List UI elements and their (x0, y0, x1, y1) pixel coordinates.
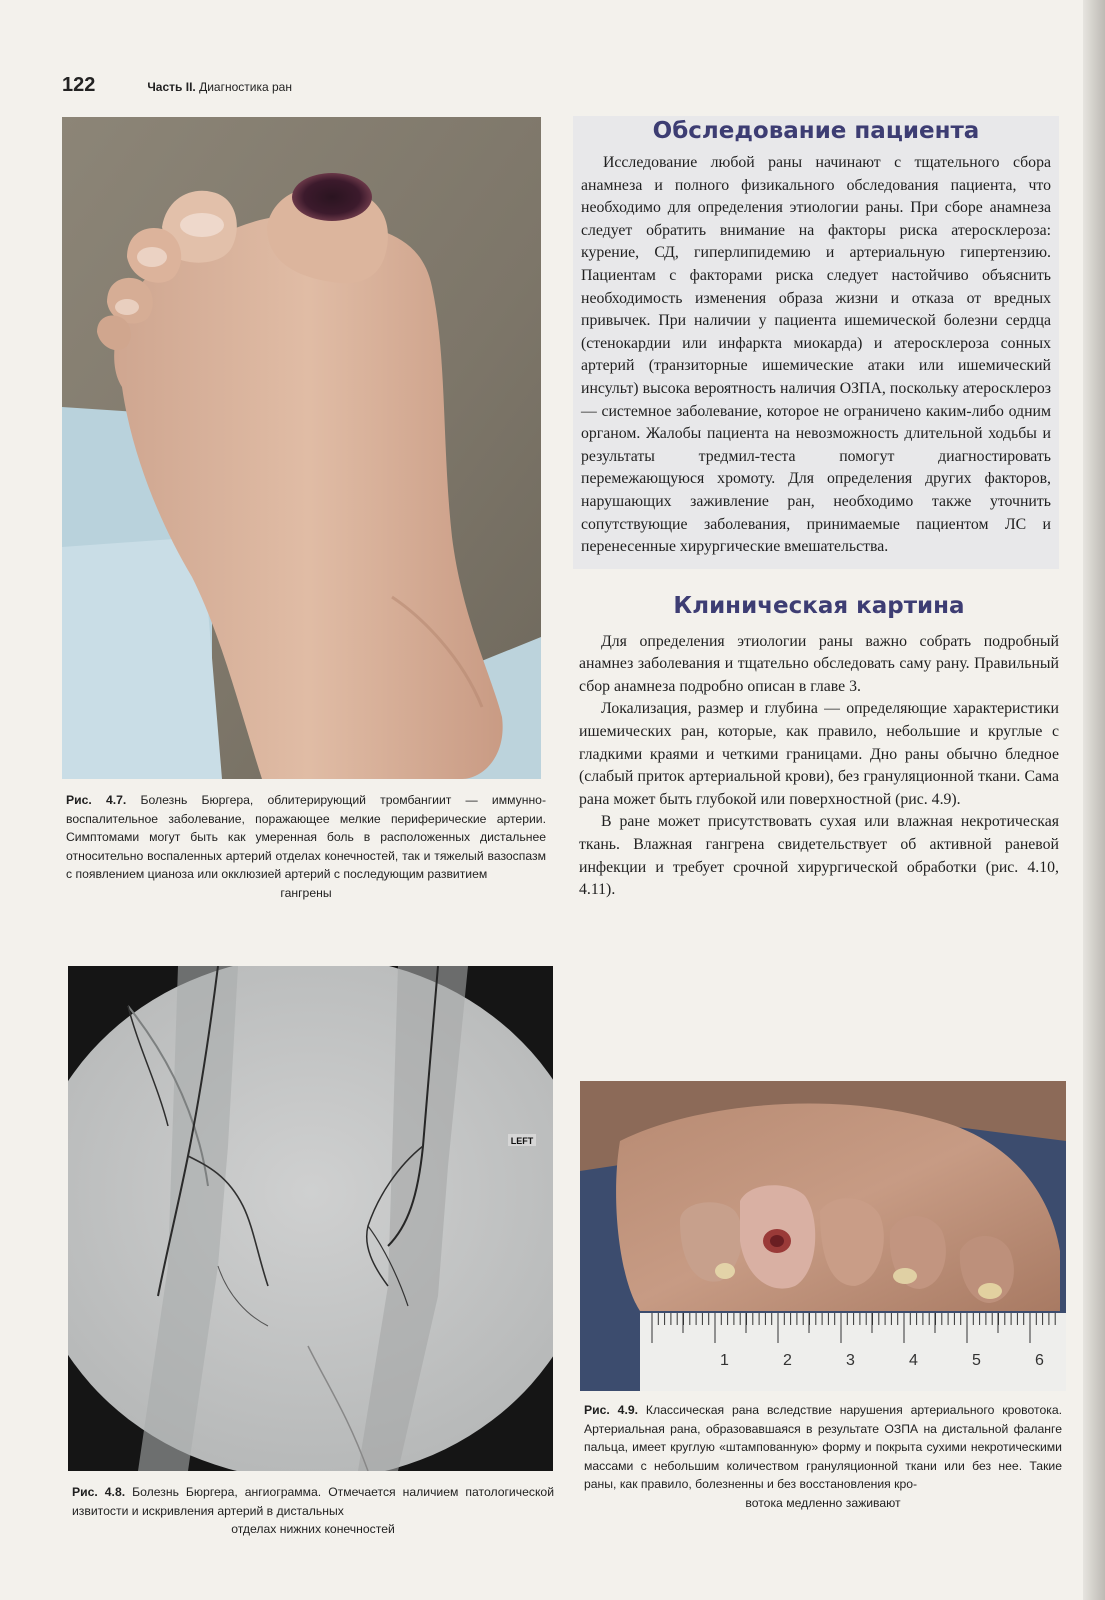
section-heading: Клиническая картина (673, 592, 965, 619)
paragraph: Для определения этиологии раны важно собрать подробный анамнез заболевания и тщательно обследовать саму рану. Правильный сбор анамнеза подробно описан в главе 3. (579, 632, 1059, 695)
figure-4-9-wound-photo (580, 1081, 1066, 1391)
ruler-number: 5 (972, 1352, 981, 1369)
paragraph: Исследование любой раны начинают с тщательного сбора анамнеза и полного физикального обследования пациента, что необходимо для определения этиологии раны. При сборе анамнеза следует обратить внимание на факторы риска атеросклероза: курение, СД, гиперлипидемию и артериальную гипертензию. Пациентам с факторами риска следует настойчиво объяснить необходимость изменения образа жизни и отказа от вредных привычек. При наличии у пациента ишемической болезни сердца (стенокардии или инфаркта миокарда) и атеросклероза сонных артерий (транзиторные ишемические атаки или ишемический инсульт) высока вероятность наличия ОЗПА, поскольку атеросклероз — системное заболевание, которое не ограничено каким-либо одним органом. Жалобы пациента на невозможность длительной ходьбы и результаты тредмил-теста помогут диагностировать перемежающуюся хромоту. Для определения других факторов, нарушающих заживление ран, необходимо также уточнить сопутствующие заболевания, принимаемые пациентом ЛС и перенесенные хирургические вмешательства. (581, 154, 1051, 556)
caption-text: Болезнь Бюргера, ангиограмма. Отмечается наличием патологической извитости и искривления артерий в дистальных (72, 1485, 555, 1518)
angiogram-illustration (68, 966, 553, 1471)
part-name: Часть II. (147, 80, 196, 94)
ruler-number: 4 (909, 1352, 918, 1369)
main-text-column (579, 116, 1059, 902)
foot-photo-illustration (62, 117, 541, 779)
caption-text: Болезнь Бюргера, облитерирующий тромбангиит — иммунно-воспалительное заболевание, поражающее мелкие периферические артерии. Симптомами могут быть как умеренная боль в расположенных дистальнее относительно воспаленных артерий отделах конечностей, так и тяжелый вазоспазм с появлением цианоза или окклюзией артерий с последующим развитием (66, 793, 547, 881)
caption-text-last-line: отделах нижних конечностей (231, 1522, 395, 1536)
figure-4-7-caption (66, 791, 546, 902)
figure-4-7-foot-photo (62, 117, 541, 779)
ruler-number: 2 (783, 1352, 792, 1369)
section-clinical-picture (579, 591, 1059, 902)
section-heading: Обследование пациента (652, 118, 980, 144)
figure-label: Рис. 4.9. (584, 1403, 639, 1417)
caption-text: Классическая рана вследствие нарушения артериального кровотока. Артериальная рана, образовавшаяся в результате ОЗПА на дистальной фаланге пальца, имеет круглую «штампованную» форму и покрыта сухими некротическими массами с небольшим количеством грануляционной ткани или без нее. Такие раны, как правило, болезненны и без восстановления кро- (584, 1403, 1063, 1491)
section-name: Диагностика ран (199, 80, 292, 94)
page-edge-shadow (1083, 0, 1105, 1600)
paragraph: В ране может присутствовать сухая или влажная некротическая ткань. Влажная гангрена свидетельствует об активной раневой инфекции и требует срочной хирургической обработки (рис. 4.10, 4.11). (579, 813, 1059, 899)
running-head (62, 74, 292, 104)
section-patient-exam (573, 116, 1059, 569)
figure-4-9-caption (584, 1401, 1062, 1512)
wound-photo-illustration (580, 1081, 1066, 1391)
ruler-number: 3 (846, 1352, 855, 1369)
left-marker-label: LEFT (510, 1136, 534, 1146)
ruler-number: 1 (720, 1352, 729, 1369)
figure-label: Рис. 4.7. (66, 793, 127, 807)
page-number: 122 (62, 74, 96, 96)
caption-text-last-line: гангрены (280, 885, 332, 900)
part-label (147, 80, 292, 94)
caption-text-last-line: вотока медленно заживают (745, 1495, 901, 1510)
figure-label: Рис. 4.8. (72, 1485, 126, 1499)
figure-4-8-angiogram (68, 966, 553, 1471)
paragraph: Локализация, размер и глубина — определяющие характеристики ишемических ран, которые, как правило, небольшие и круглые с гладкими краями и четкими границами. Дно раны обычно бледное (слабый приток артериальной крови), без грануляционной ткани. Сама рана может быть глубокой или поверхностной (рис. 4.9). (579, 700, 1059, 808)
figure-4-8-caption (72, 1483, 554, 1539)
ruler-number: 6 (1035, 1352, 1044, 1369)
